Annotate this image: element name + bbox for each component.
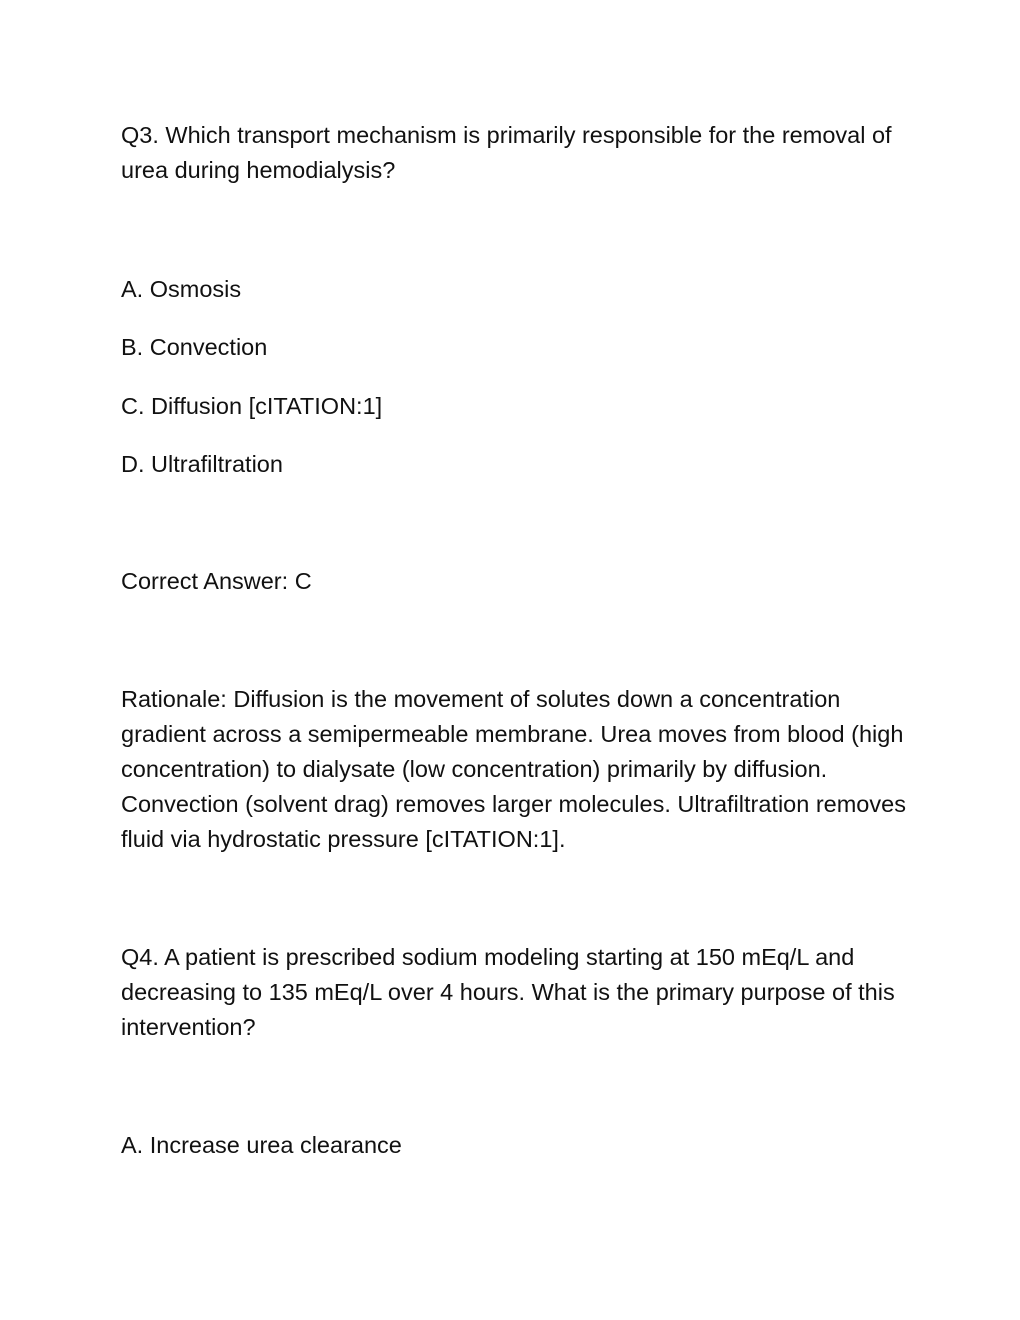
- question-3-option-a: A. Osmosis: [121, 276, 242, 302]
- question-3-rationale: Rationale: Diffusion is the movement of solutes down a concentration gradient across a semipermeable membrane. Urea moves from blood (high concentration) to dialysate (low concentration) primarily by diffusion. Convection (solvent drag) removes larger molecules. Ultrafiltration removes fluid via hydrostatic pressure [cITATION:1].: [121, 686, 906, 852]
- question-3-option-b: B. Convection: [121, 334, 268, 360]
- question-3-option-d: D. Ultrafiltration: [121, 451, 283, 477]
- question-3-correct-answer: Correct Answer: C: [121, 568, 312, 594]
- question-3-option-c: C. Diffusion [cITATION:1]: [121, 393, 383, 419]
- question-3-text: Q3. Which transport mechanism is primarily responsible for the removal of urea during hemodialysis?: [121, 122, 892, 183]
- question-4-option-a: A. Increase urea clearance: [121, 1132, 402, 1158]
- question-4-text: Q4. A patient is prescribed sodium modeling starting at 150 mEq/L and decreasing to 135 mEq/L over 4 hours. What is the primary purpose of this intervention?: [121, 944, 895, 1040]
